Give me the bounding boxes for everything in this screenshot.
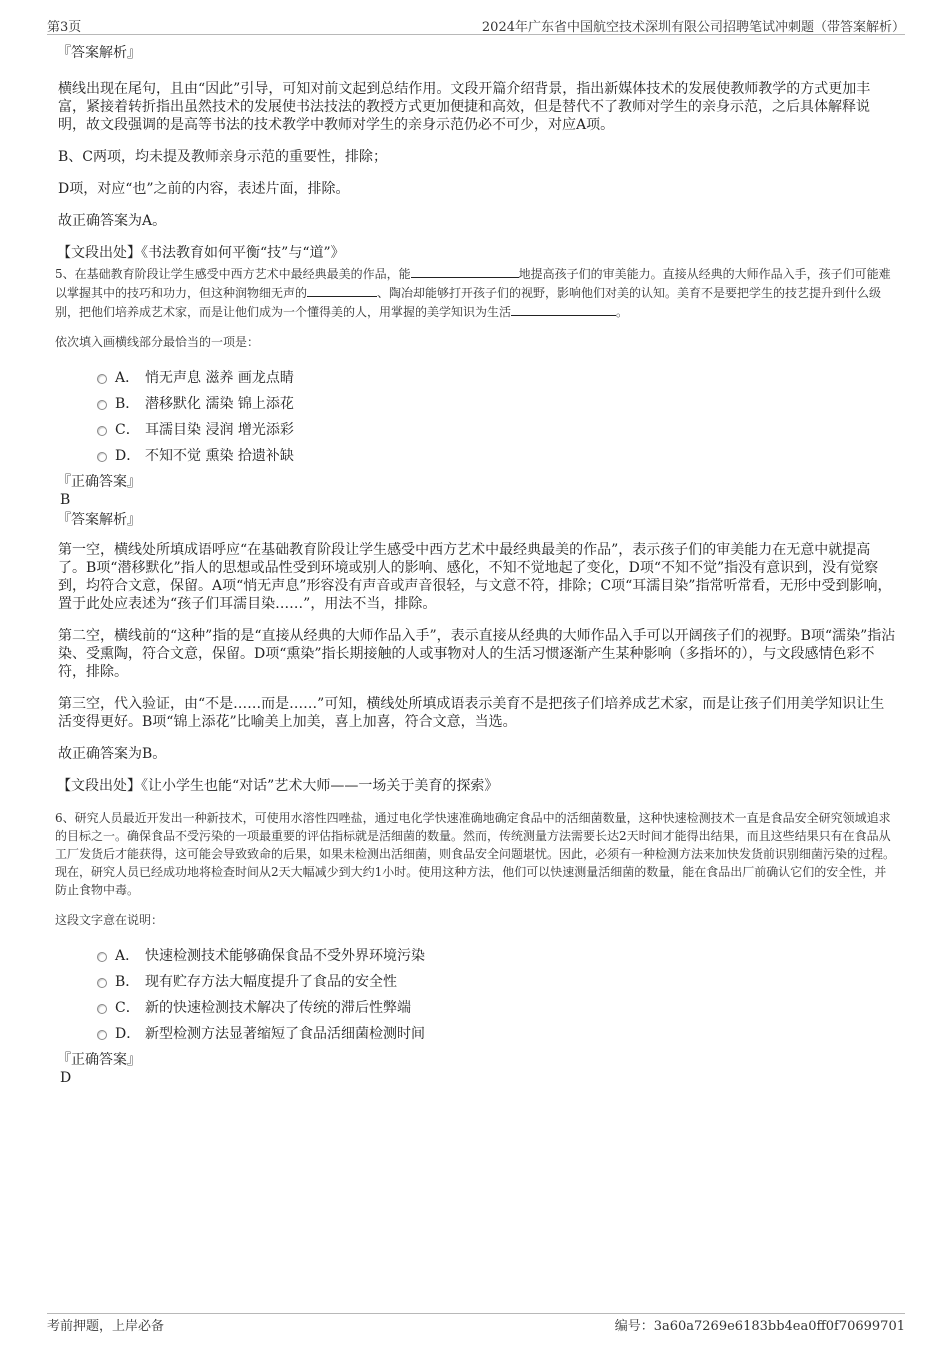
analysis-label: 『答案解析』 [57,512,141,528]
question-6-stem: 6、研究人员最近开发出一种新技术，可使用水溶性四唑盐，通过电化学快速准确地确定食品中的活细菌数量，这种快速检测技术一直是食品安全研究领域追求的目标之一。确保食品不受污染的一项最重要的评估指标就是活细菌的数量。然而，传统测量方法需要长达2天时间才能得出结果，而且这些结果只有在食品从工厂发货后才能获得，这可能会导致致命的后果，如果未检测出活细菌，则食品安全问题堪忧。因此，必须有一种检测方法来加快发货前识别细菌污染的过程。现在，研究人员已经成功地将检查时间从2天大幅减少到大约1小时。使用这种方法，他们可以快速测量活细菌的数量，能在食品出厂前确认它们的安全性，并防止食物中毒。 [55,811,896,897]
analysis-paragraph: 第三空，代入验证，由“不是……而是……”可知，横线处所填成语表示美育不是把孩子们培养成艺术家，而是让孩子们用美学知识让生活变得更好。B项“锦上添花”比喻美上加美，喜上加喜，符合文意，当选。 [58,696,885,730]
correct-answer-label: 『正确答案』 [57,1052,141,1068]
document-id: 编号：3a60a7269e6183bb4ea0ff0f70699701 [614,1319,905,1334]
question-5-stem: 5、在基础教育阶段让学生感受中西方艺术中最经典最美的作品，能 地提高孩子们的审美能力。直接从经典的大师作品入手，孩子们可能难以掌握其中的技巧和功力，但这种润物细无声的 、陶冶却能够打开孩子们的视野，影响他们对美的认知。美育不是要把学生的技艺提升到什么级别，把他们培养成艺术家，而是让他们成为一个懂得美的人，用掌握的美学知识为生活 。 [55,264,897,321]
page-content [55,44,897,1089]
radio-button[interactable] [97,400,107,410]
option-d[interactable]: D． 新型检测方法显著缩短了食品活细菌检测时间 [93,1021,897,1047]
page-footer [47,1313,905,1334]
source-citation: 【文段出处】《书法教育如何平衡“技”与“道”》 [57,245,345,261]
correct-answer-label: 『正确答案』 [57,474,141,490]
radio-button[interactable] [97,952,107,962]
question-6-options [93,943,897,1047]
option-a[interactable]: A． 快速检测技术能够确保食品不受外界环境污染 [93,943,897,969]
radio-button[interactable] [97,978,107,988]
correct-answer: B [60,492,71,508]
footer-slogan: 考前押题，上岸必备 [47,1319,165,1334]
question-5-prompt: 依次填入画横线部分最恰当的一项是： [55,335,260,349]
option-b[interactable]: B． 现有贮存方法大幅度提升了食品的安全性 [93,969,897,995]
analysis-paragraph: 第一空，横线处所填成语呼应“在基础教育阶段让学生感受中西方艺术中最经典最美的作品”，表示孩子们的审美能力在无意中就提高了。B项“潜移默化”指人的思想或品性受到环境或别人的影响、感化，不知不觉地起了变化，D项“不知不觉”指没有意识到，没有觉察到，均符合文意，保留。A项“悄无声息”形容没有声音或声音很轻，与文意不符，排除；C项“耳濡目染”指常听常看，无形中受到影响，置于此处应表述为“孩子们耳濡目染……”，用法不当，排除。 [58,542,892,612]
radio-button[interactable] [97,452,107,462]
source-citation: 【文段出处】《让小学生也能“对话”艺术大师——一场关于美育的探索》 [57,778,499,794]
analysis-paragraph: D项，对应“也”之前的内容，表述片面，排除。 [58,181,350,197]
analysis-label: 『答案解析』 [57,45,141,61]
question-5-options [93,365,897,469]
answer-blank [411,264,519,278]
option-d[interactable]: D． 不知不觉 熏染 拾遗补缺 [93,443,897,469]
option-c[interactable]: C． 新的快速检测技术解决了传统的滞后性弊端 [93,995,897,1021]
correct-answer: D [60,1070,72,1086]
document-title: 2024年广东省中国航空技术深圳有限公司招聘笔试冲刺题（带答案解析） [481,20,905,35]
analysis-paragraph: 第二空，横线前的“这种”指的是“直接从经典的大师作品入手”，表示直接从经典的大师作品入手可以开阔孩子们的视野。B项“濡染”指沾染、受熏陶，符合文意，保留。D项“熏染”指长期接触的人或事物对人的生活习惯逐渐产生某种影响（多指坏的），与文段感情色彩不符，排除。 [58,628,896,680]
radio-button[interactable] [97,1004,107,1014]
page-number: 第3页 [47,20,82,35]
analysis-paragraph: 故正确答案为A。 [58,213,167,229]
analysis-paragraph: B、C两项，均未提及教师亲身示范的重要性，排除； [58,149,387,165]
radio-button[interactable] [97,1030,107,1040]
analysis-paragraph: 故正确答案为B。 [58,746,167,762]
page-header [47,14,905,35]
radio-button[interactable] [97,426,107,436]
answer-blank [511,302,616,316]
question-6-prompt: 这段文字意在说明： [55,913,164,927]
radio-button[interactable] [97,374,107,384]
answer-blank [307,283,377,297]
analysis-paragraph: 横线出现在尾句，且由“因此”引导，可知对前文起到总结作用。文段开篇介绍背景，指出新媒体技术的发展使教师教学的方式更加丰富，紧接着转折指出虽然技术的发展使书法技法的教授方式更加便捷和高效，但是替代不了教师对学生的亲身示范，之后具体解释说明，故文段强调的是高等书法的技术教学中教师对学生的亲身示范仍必不可少，对应A项。 [58,81,871,133]
option-a[interactable]: A． 悄无声息 滋养 画龙点睛 [93,365,897,391]
option-c[interactable]: C． 耳濡目染 浸润 增光添彩 [93,417,897,443]
option-b[interactable]: B． 潜移默化 濡染 锦上添花 [93,391,897,417]
